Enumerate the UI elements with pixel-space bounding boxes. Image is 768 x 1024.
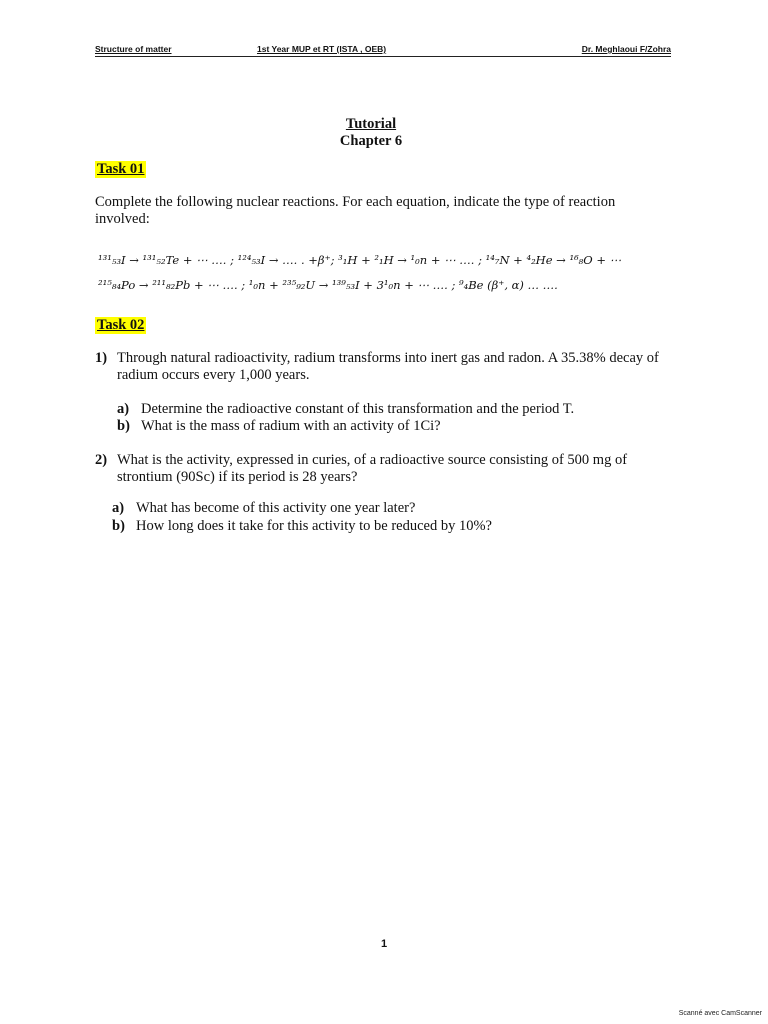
subquestion-text: Determine the radioactive constant of this transformation and the period T. bbox=[141, 401, 575, 417]
subquestion-text: How long does it take for this activity to be reduced by 10%? bbox=[136, 518, 492, 534]
subquestion-label: a) bbox=[112, 500, 125, 516]
subquestion-text: What has become of this activity one year later? bbox=[136, 500, 416, 516]
task-02-heading: Task 02 bbox=[97, 317, 145, 333]
document-title: Tutorial bbox=[345, 116, 397, 132]
chapter-title: Chapter 6 bbox=[339, 133, 403, 149]
page-number: 1 bbox=[380, 938, 388, 950]
question-1b bbox=[117, 418, 677, 435]
subquestion-text: What is the mass of radium with an activity of 1Ci? bbox=[141, 418, 441, 434]
subquestion-label: a) bbox=[117, 401, 130, 417]
equation-line-1: ¹³¹₅₃I → ¹³¹₅₂Te + ⋯ …. ; ¹²⁴₅₃I → …. . +β⁺; ³₁H + ²₁H → ¹₀n + ⋯ …. ; ¹⁴₇N + ⁴₂He → ¹⁶₈O + ⋯ bbox=[98, 253, 622, 267]
task-01-heading: Task 01 bbox=[97, 161, 145, 177]
question-number: 2) bbox=[95, 452, 108, 468]
question-2 bbox=[95, 452, 675, 486]
subquestion-label: b) bbox=[117, 418, 130, 434]
header-course: Structure of matter bbox=[95, 44, 172, 54]
question-number: 1) bbox=[95, 350, 108, 366]
subquestion-label: b) bbox=[112, 518, 125, 534]
header-author: Dr. Meghlaoui F/Zohra bbox=[581, 44, 671, 54]
equation-line-2: ²¹⁵₈₄Po → ²¹¹₈₂Pb + ⋯ …. ; ¹₀n + ²³⁵₉₂U → ¹³⁹₅₃I + 3¹₀n + ⋯ …. ; ⁹₄Be (β⁺, α) … …. bbox=[98, 278, 558, 292]
question-2a bbox=[112, 500, 672, 517]
question-1a bbox=[117, 401, 677, 418]
scanner-watermark: Scanné avec CamScanner bbox=[678, 1010, 762, 1017]
question-1 bbox=[95, 350, 675, 384]
header-year: 1st Year MUP et RT (ISTA , OEB) bbox=[257, 44, 387, 54]
question-text: Through natural radioactivity, radium transforms into inert gas and radon. A 35.38% decay of radium occurs every 1,000 years. bbox=[117, 350, 659, 383]
task-01-instruction: Complete the following nuclear reactions. For each equation, indicate the type of reaction involved: bbox=[95, 194, 616, 227]
page-header bbox=[95, 42, 671, 57]
question-text: What is the activity, expressed in curies, of a radioactive source consisting of 500 mg of strontium (90Sc) if its period is 28 years? bbox=[117, 452, 628, 485]
question-2b bbox=[112, 518, 672, 535]
